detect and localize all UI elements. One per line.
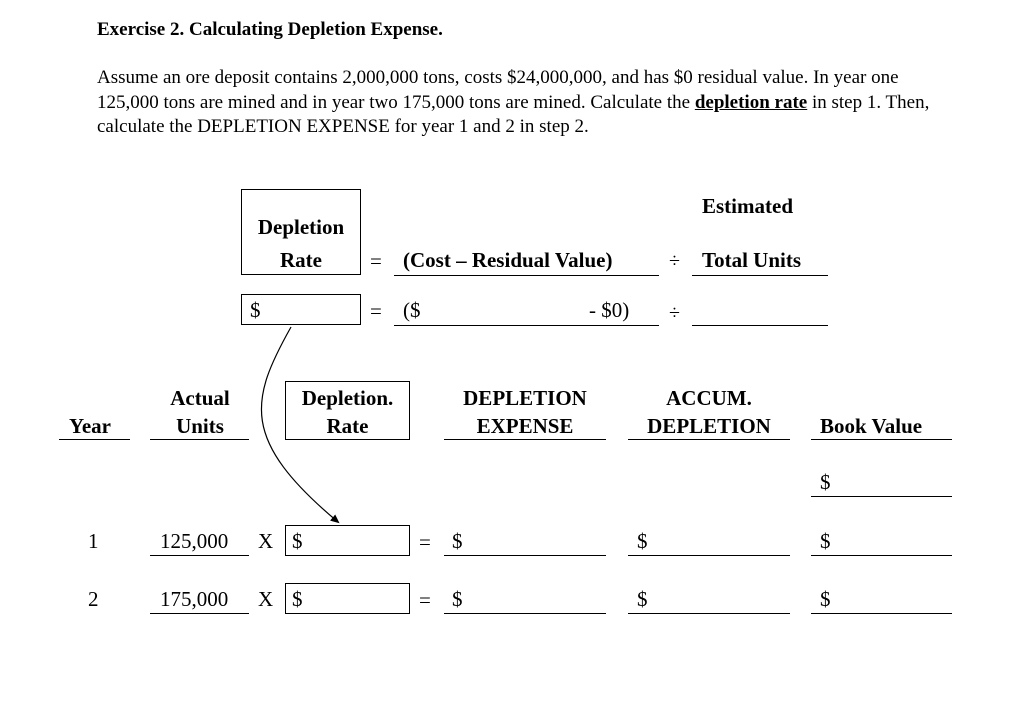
row1-expense-line[interactable] bbox=[444, 555, 606, 556]
header-accum-line bbox=[628, 439, 790, 440]
header-rate-line1: Depletion. bbox=[301, 386, 394, 410]
input-divide: ÷ bbox=[669, 302, 680, 324]
header-book-value: Book Value bbox=[820, 414, 923, 438]
initial-book-value-currency: $ bbox=[820, 470, 831, 494]
depletion-rate-label-line1: Depletion bbox=[257, 215, 345, 239]
header-actual-line bbox=[150, 439, 249, 440]
row2-accum-line[interactable] bbox=[628, 613, 790, 614]
row1-year: 1 bbox=[88, 529, 99, 553]
row1-times: X bbox=[258, 529, 274, 553]
row1-rate-box[interactable] bbox=[285, 525, 410, 556]
instructions-part1: Assume an ore deposit contains 2,000,000 tons, costs $24,000,000, and has $0 residual value. In year one 125,000 tons are mined and in year two 175,000 tons are mined. Calculate the bbox=[97, 67, 899, 113]
exercise-title: Exercise 2. Calculating Depletion Expense. bbox=[97, 19, 443, 40]
cost-input-line[interactable] bbox=[394, 325, 659, 326]
row2-rate-currency: $ bbox=[292, 587, 303, 611]
input-residual: - $0) bbox=[589, 298, 630, 322]
formula-denominator-line bbox=[692, 275, 828, 276]
formula-denominator-line1: Estimated bbox=[702, 194, 793, 218]
row1-book-currency: $ bbox=[820, 529, 831, 553]
row1-units-line bbox=[150, 555, 249, 556]
row2-rate-box[interactable] bbox=[285, 583, 410, 614]
row2-book-currency: $ bbox=[820, 587, 831, 611]
depletion-rate-answer-currency: $ bbox=[250, 298, 261, 322]
header-expense-line bbox=[444, 439, 606, 440]
header-actual-line1: Actual bbox=[170, 386, 230, 410]
input-open-paren: ($ bbox=[403, 298, 421, 322]
total-units-input-line[interactable] bbox=[692, 325, 828, 326]
row1-accum-currency: $ bbox=[637, 529, 648, 553]
row1-accum-line[interactable] bbox=[628, 555, 790, 556]
row1-book-line[interactable] bbox=[811, 555, 952, 556]
formula-denominator-line2: Total Units bbox=[702, 248, 802, 272]
row2-times: X bbox=[258, 587, 274, 611]
header-year-line bbox=[59, 439, 130, 440]
input-equals: = bbox=[370, 299, 382, 323]
header-accum-line2: DEPLETION bbox=[647, 414, 771, 438]
row2-equals: = bbox=[419, 588, 431, 612]
row1-rate-currency: $ bbox=[292, 529, 303, 553]
formula-divide: ÷ bbox=[669, 250, 680, 272]
row2-expense-currency: $ bbox=[452, 587, 463, 611]
formula-equals: = bbox=[370, 249, 382, 273]
formula-numerator-line bbox=[394, 275, 659, 276]
header-expense-line2: EXPENSE bbox=[476, 414, 574, 438]
row2-expense-line[interactable] bbox=[444, 613, 606, 614]
instructions-part2: in step 1. Then, calculate the DEPLETION EXPENSE for year 1 and 2 in step 2. bbox=[97, 91, 930, 137]
formula-numerator: (Cost – Residual Value) bbox=[403, 248, 613, 272]
row1-expense-currency: $ bbox=[452, 529, 463, 553]
header-book-value-line bbox=[811, 439, 952, 440]
row2-year: 2 bbox=[88, 587, 99, 611]
header-actual-line2: Units bbox=[176, 414, 224, 438]
row1-equals: = bbox=[419, 530, 431, 554]
row2-book-line[interactable] bbox=[811, 613, 952, 614]
row2-accum-currency: $ bbox=[637, 587, 648, 611]
row2-units-line bbox=[150, 613, 249, 614]
header-accum-line1: ACCUM. bbox=[666, 386, 752, 410]
row2-units: 175,000 bbox=[160, 587, 229, 611]
initial-book-value-line[interactable] bbox=[811, 496, 952, 497]
instructions-emphasis: depletion rate bbox=[694, 91, 808, 113]
header-expense-line1: DEPLETION bbox=[463, 386, 587, 410]
header-rate-line2: Rate bbox=[326, 414, 369, 438]
depletion-rate-label-line2: Rate bbox=[280, 248, 322, 272]
instructions-paragraph bbox=[97, 66, 937, 140]
row1-units: 125,000 bbox=[160, 529, 229, 553]
header-year: Year bbox=[69, 414, 111, 438]
